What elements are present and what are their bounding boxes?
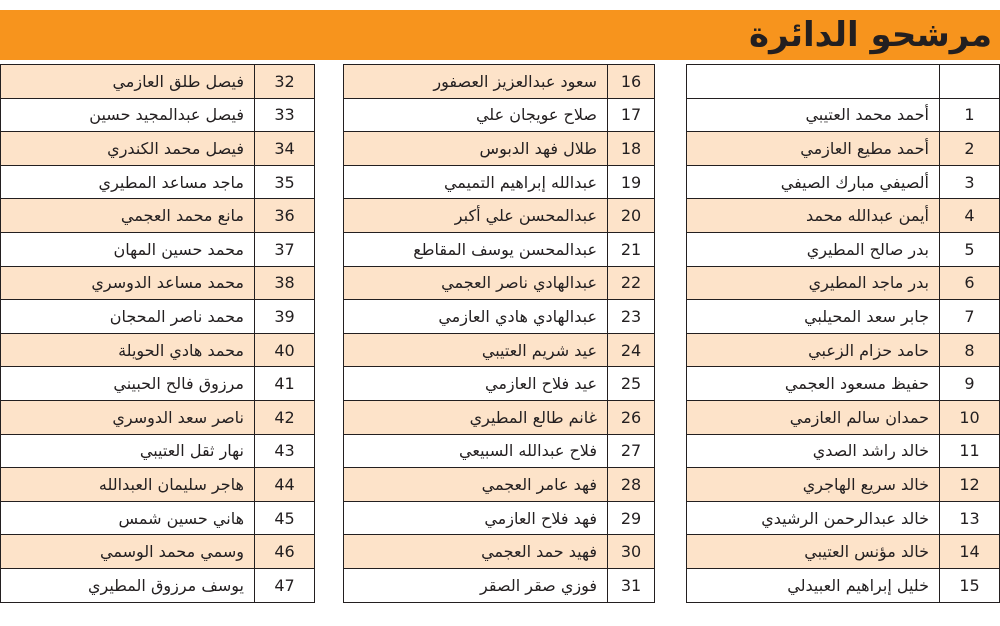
candidate-number: 45 — [255, 501, 315, 535]
table-row — [687, 132, 1000, 166]
table-row — [1, 199, 315, 233]
table-row — [344, 300, 655, 334]
candidate-name: ناصر سعد الدوسري — [1, 400, 255, 434]
candidate-name: فيصل محمد الكندري — [1, 132, 255, 166]
table-row — [687, 165, 1000, 199]
candidates-table-right — [686, 64, 1000, 603]
candidate-name: خالد سريع الهاجري — [687, 468, 940, 502]
candidate-name: عبدالهادي هادي العازمي — [344, 300, 608, 334]
table-row — [1, 434, 315, 468]
table-row — [1, 468, 315, 502]
candidate-number: 41 — [255, 367, 315, 401]
candidate-name: طلال فهد الدبوس — [344, 132, 608, 166]
candidate-number: 47 — [255, 568, 315, 602]
candidate-name: حامد حزام الزعبي — [687, 333, 940, 367]
candidate-name: فهيد حمد العجمي — [344, 535, 608, 569]
table-row — [687, 98, 1000, 132]
table-row — [344, 400, 655, 434]
candidate-number: 42 — [255, 400, 315, 434]
table-row — [1, 266, 315, 300]
table-row — [687, 501, 1000, 535]
candidate-number: 16 — [608, 65, 655, 99]
table-row — [687, 434, 1000, 468]
table-row — [1, 367, 315, 401]
candidate-number: 26 — [608, 400, 655, 434]
candidate-number: 35 — [255, 165, 315, 199]
candidate-name: حمدان سالم العازمي — [687, 400, 940, 434]
candidate-name: أحمد محمد العتيبي — [687, 98, 940, 132]
candidate-number: 14 — [940, 535, 1000, 569]
table-row — [687, 568, 1000, 602]
candidate-name: هاني حسين شمس — [1, 501, 255, 535]
table-row — [687, 333, 1000, 367]
table-row — [344, 199, 655, 233]
table-row — [1, 501, 315, 535]
candidate-number: 11 — [940, 434, 1000, 468]
candidate-name: عيد فلاح العازمي — [344, 367, 608, 401]
table-row — [344, 333, 655, 367]
candidate-number: 46 — [255, 535, 315, 569]
table-row — [687, 300, 1000, 334]
candidate-number: 23 — [608, 300, 655, 334]
table-row — [1, 333, 315, 367]
candidate-name: ألصيفي مبارك الصيفي — [687, 165, 940, 199]
candidate-name: ماجد مساعد المطيري — [1, 165, 255, 199]
candidate-name: هاجر سليمان العبدالله — [1, 468, 255, 502]
table-row — [344, 535, 655, 569]
candidate-name: عبدالمحسن علي أكبر — [344, 199, 608, 233]
candidate-name: جابر سعد المحيلبي — [687, 300, 940, 334]
candidate-number: 20 — [608, 199, 655, 233]
candidate-name: خليل إبراهيم العبيدلي — [687, 568, 940, 602]
candidate-name: محمد ناصر المحجان — [1, 300, 255, 334]
candidate-number: 9 — [940, 367, 1000, 401]
candidate-number: 10 — [940, 400, 1000, 434]
table-row — [687, 535, 1000, 569]
candidate-number: 21 — [608, 232, 655, 266]
candidate-number: 3 — [940, 165, 1000, 199]
candidate-number: 33 — [255, 98, 315, 132]
candidate-name: صلاح عويجان علي — [344, 98, 608, 132]
table-row — [1, 232, 315, 266]
candidate-number: 39 — [255, 300, 315, 334]
table-row — [1, 132, 315, 166]
table-row — [344, 367, 655, 401]
candidate-number — [940, 65, 1000, 99]
candidate-number: 12 — [940, 468, 1000, 502]
candidate-name: خالد مؤنس العتيبي — [687, 535, 940, 569]
candidate-number: 24 — [608, 333, 655, 367]
candidate-name: فلاح عبدالله السبيعي — [344, 434, 608, 468]
candidate-name: فوزي صقر الصقر — [344, 568, 608, 602]
table-row — [687, 199, 1000, 233]
candidate-name: عبدالمحسن يوسف المقاطع — [344, 232, 608, 266]
candidate-number: 32 — [255, 65, 315, 99]
candidate-number: 13 — [940, 501, 1000, 535]
table-row — [687, 367, 1000, 401]
candidate-name: غانم طالع المطيري — [344, 400, 608, 434]
candidate-name: بدر ماجد المطيري — [687, 266, 940, 300]
candidate-name: فهد عامر العجمي — [344, 468, 608, 502]
candidate-name: خالد عبدالرحمن الرشيدي — [687, 501, 940, 535]
candidate-name: فيصل عبدالمجيد حسين — [1, 98, 255, 132]
candidate-name: محمد حسين المهان — [1, 232, 255, 266]
candidate-number: 44 — [255, 468, 315, 502]
candidate-name: سعود عبدالعزيز العصفور — [344, 65, 608, 99]
candidate-number: 43 — [255, 434, 315, 468]
table-row — [344, 232, 655, 266]
table-row — [687, 232, 1000, 266]
table-row — [344, 98, 655, 132]
candidate-number: 2 — [940, 132, 1000, 166]
table-row — [1, 98, 315, 132]
candidate-name: محمد مساعد الدوسري — [1, 266, 255, 300]
candidate-name — [687, 65, 940, 99]
table-row — [344, 468, 655, 502]
candidate-name: أيمن عبدالله محمد — [687, 199, 940, 233]
page-title: مرشحو الدائرة — [749, 15, 992, 55]
table-row — [1, 400, 315, 434]
table-row — [1, 535, 315, 569]
candidate-number: 30 — [608, 535, 655, 569]
candidate-number: 18 — [608, 132, 655, 166]
candidate-name: خالد راشد الصدي — [687, 434, 940, 468]
candidate-name: أحمد مطيع العازمي — [687, 132, 940, 166]
table-row — [344, 501, 655, 535]
candidate-name: فيصل طلق العازمي — [1, 65, 255, 99]
candidate-name: عيد شريم العتيبي — [344, 333, 608, 367]
candidate-number: 22 — [608, 266, 655, 300]
candidate-number: 8 — [940, 333, 1000, 367]
candidate-number: 5 — [940, 232, 1000, 266]
candidate-number: 6 — [940, 266, 1000, 300]
candidate-number: 37 — [255, 232, 315, 266]
candidate-name: عبدالهادي ناصر العجمي — [344, 266, 608, 300]
table-row — [1, 300, 315, 334]
candidate-name: مرزوق فالح الحبيني — [1, 367, 255, 401]
candidate-number: 36 — [255, 199, 315, 233]
candidate-name: نهار ثقل العتيبي — [1, 434, 255, 468]
candidate-number: 34 — [255, 132, 315, 166]
candidate-name: محمد هادي الحويلة — [1, 333, 255, 367]
candidate-name: يوسف مرزوق المطيري — [1, 568, 255, 602]
table-row — [344, 434, 655, 468]
candidate-name: فهد فلاح العازمي — [344, 501, 608, 535]
table-row — [344, 65, 655, 99]
candidate-name: عبدالله إبراهيم التميمي — [344, 165, 608, 199]
table-row — [1, 165, 315, 199]
candidate-name: وسمي محمد الوسمي — [1, 535, 255, 569]
table-row — [687, 266, 1000, 300]
candidate-name: حفيظ مسعود العجمي — [687, 367, 940, 401]
candidate-number: 31 — [608, 568, 655, 602]
candidates-table-left — [0, 64, 315, 603]
table-row — [344, 568, 655, 602]
candidate-number: 38 — [255, 266, 315, 300]
candidate-number: 17 — [608, 98, 655, 132]
candidate-number: 7 — [940, 300, 1000, 334]
table-row — [1, 65, 315, 99]
candidate-number: 29 — [608, 501, 655, 535]
table-row — [687, 400, 1000, 434]
candidate-name: مانع محمد العجمي — [1, 199, 255, 233]
candidate-number: 19 — [608, 165, 655, 199]
table-row — [687, 65, 1000, 99]
table-row — [1, 568, 315, 602]
candidate-number: 28 — [608, 468, 655, 502]
candidate-number: 15 — [940, 568, 1000, 602]
candidates-table-middle — [343, 64, 655, 603]
candidate-number: 1 — [940, 98, 1000, 132]
table-row — [344, 132, 655, 166]
table-row — [687, 468, 1000, 502]
candidate-number: 4 — [940, 199, 1000, 233]
candidate-number: 25 — [608, 367, 655, 401]
candidate-number: 27 — [608, 434, 655, 468]
candidate-name: بدر صالح المطيري — [687, 232, 940, 266]
table-row — [344, 266, 655, 300]
page-header — [0, 10, 1000, 60]
table-row — [344, 165, 655, 199]
candidate-number: 40 — [255, 333, 315, 367]
